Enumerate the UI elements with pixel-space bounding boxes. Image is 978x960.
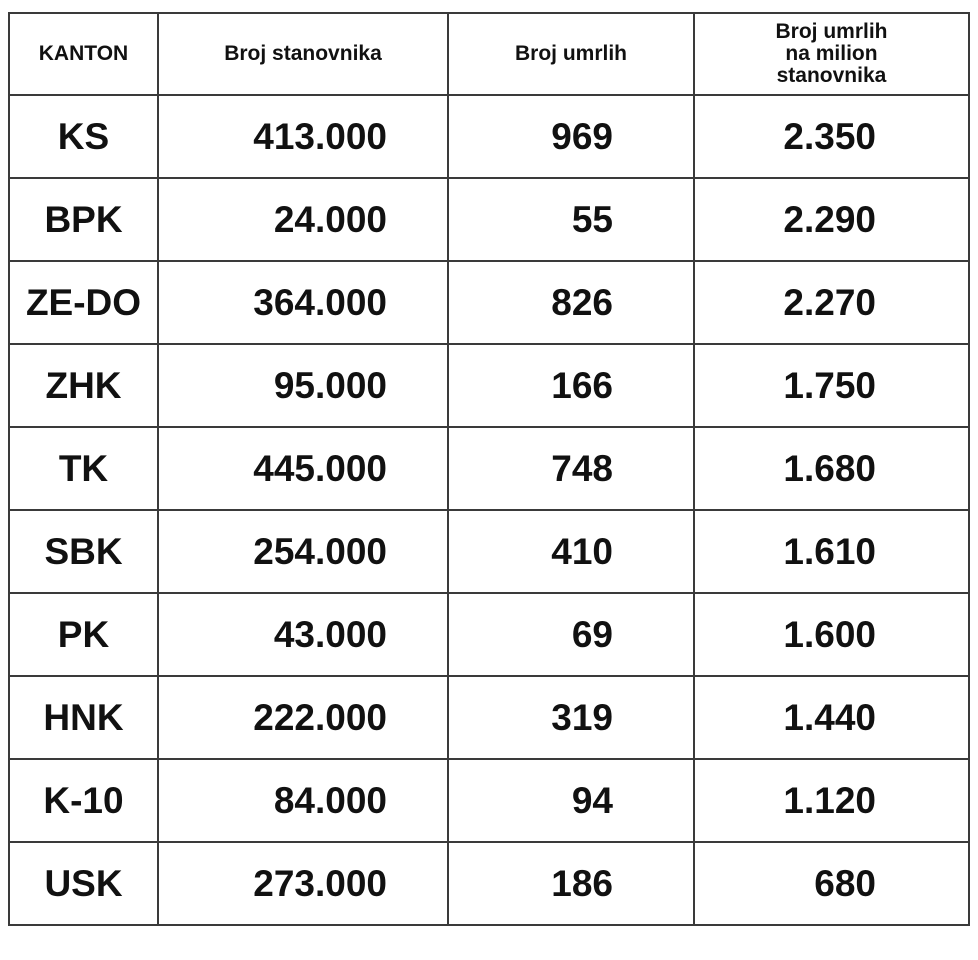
deaths-per-million-cell: 2.290	[694, 178, 969, 261]
table-row	[9, 676, 969, 759]
deaths-per-million-cell: 1.440	[694, 676, 969, 759]
population-cell: 84.000	[158, 759, 448, 842]
table-row	[9, 759, 969, 842]
table-row	[9, 427, 969, 510]
kanton-cell: TK	[9, 427, 158, 510]
deaths-per-million-cell: 1.610	[694, 510, 969, 593]
population-cell: 364.000	[158, 261, 448, 344]
deaths-per-million-cell: 2.350	[694, 95, 969, 178]
header-deaths-per-million: Broj umrlih na milion stanovnika	[694, 13, 969, 95]
header-deaths: Broj umrlih	[448, 13, 694, 95]
population-cell: 24.000	[158, 178, 448, 261]
deaths-per-million-cell: 2.270	[694, 261, 969, 344]
deaths-cell: 69	[448, 593, 694, 676]
population-cell: 95.000	[158, 344, 448, 427]
deaths-cell: 748	[448, 427, 694, 510]
deaths-cell: 826	[448, 261, 694, 344]
deaths-per-million-cell: 680	[694, 842, 969, 925]
canton-deaths-table	[8, 12, 970, 926]
deaths-cell: 94	[448, 759, 694, 842]
canton-deaths-table-container	[8, 12, 968, 926]
table-row	[9, 842, 969, 925]
kanton-cell: USK	[9, 842, 158, 925]
table-row	[9, 261, 969, 344]
kanton-cell: SBK	[9, 510, 158, 593]
deaths-cell: 186	[448, 842, 694, 925]
header-population: Broj stanovnika	[158, 13, 448, 95]
population-cell: 413.000	[158, 95, 448, 178]
population-cell: 254.000	[158, 510, 448, 593]
deaths-cell: 319	[448, 676, 694, 759]
table-row	[9, 178, 969, 261]
header-kanton: KANTON	[9, 13, 158, 95]
population-cell: 445.000	[158, 427, 448, 510]
population-cell: 43.000	[158, 593, 448, 676]
table-row	[9, 510, 969, 593]
table-row	[9, 593, 969, 676]
deaths-per-million-cell: 1.600	[694, 593, 969, 676]
kanton-cell: ZHK	[9, 344, 158, 427]
kanton-cell: ZE-DO	[9, 261, 158, 344]
deaths-per-million-cell: 1.120	[694, 759, 969, 842]
kanton-cell: HNK	[9, 676, 158, 759]
deaths-per-million-cell: 1.750	[694, 344, 969, 427]
kanton-cell: K-10	[9, 759, 158, 842]
deaths-cell: 410	[448, 510, 694, 593]
kanton-cell: BPK	[9, 178, 158, 261]
table-header	[9, 13, 969, 95]
deaths-cell: 969	[448, 95, 694, 178]
header-row	[9, 13, 969, 95]
kanton-cell: PK	[9, 593, 158, 676]
table-row	[9, 344, 969, 427]
population-cell: 273.000	[158, 842, 448, 925]
table-row	[9, 95, 969, 178]
deaths-cell: 55	[448, 178, 694, 261]
deaths-per-million-cell: 1.680	[694, 427, 969, 510]
population-cell: 222.000	[158, 676, 448, 759]
kanton-cell: KS	[9, 95, 158, 178]
deaths-cell: 166	[448, 344, 694, 427]
table-body	[9, 95, 969, 925]
